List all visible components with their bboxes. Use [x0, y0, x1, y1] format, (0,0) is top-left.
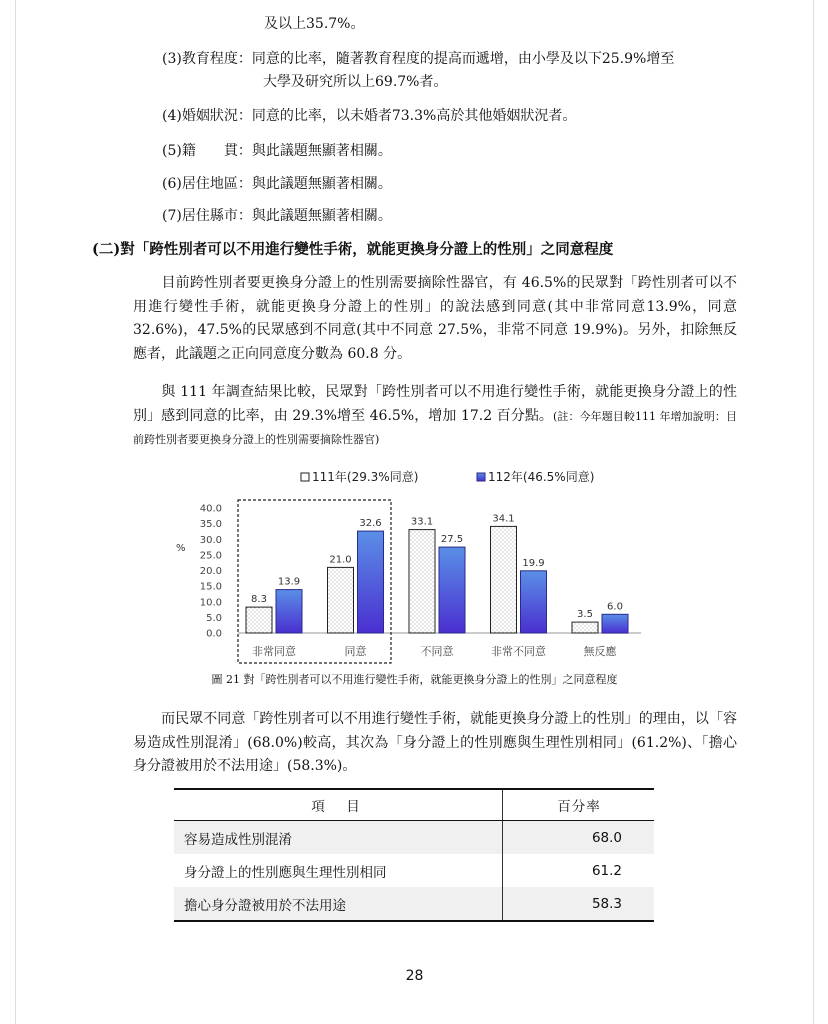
bar-value-label: 19.9 — [522, 557, 545, 569]
x-tick-label: 無反應 — [583, 645, 617, 658]
paragraph-2-note: (註：今年題目較111 年增加說明：目前跨性別者要更換身分證上的性別需要摘除性器官) — [133, 409, 737, 446]
item-text: 同意的比率，以未婚者73.3%高於其他婚姻狀況者。 — [251, 108, 577, 124]
bar-series-111 — [572, 622, 598, 633]
reasons-table — [174, 788, 654, 922]
bar-chart — [16, 465, 813, 665]
list-item-origin — [162, 141, 392, 161]
list-item-marital — [162, 106, 576, 126]
y-axis-ticks — [200, 504, 222, 640]
bar-value-label: 21.0 — [329, 554, 352, 566]
table-row — [174, 854, 654, 887]
row-value: 58.3 — [503, 887, 655, 921]
paragraph-3: 而民眾不同意「跨性別者可以不用進行變性手術，就能更換身分證上的性別」的理由，以「容易造成性別混淆」(68.0%)較高，其次為「身分證上的性別應與生理性別相同」(61.2%)、「擔心身分證被用於不法用途」(58.3%)。 — [133, 711, 737, 774]
bar-value-label: 32.6 — [359, 518, 382, 530]
row-item: 擔心身分證被用於不法用途 — [174, 887, 503, 921]
bar-value-label: 6.0 — [607, 601, 623, 613]
bar-series-112 — [358, 531, 384, 633]
legend-label: 112年(46.5%同意) — [488, 470, 595, 484]
item-text: 同意的比率，隨著教育程度的提高而遞增，由小學及以下25.9%增至 — [251, 51, 675, 67]
x-tick-label: 不同意 — [420, 645, 454, 658]
document-page — [15, 0, 814, 1024]
x-tick-label: 非常不同意 — [491, 645, 546, 658]
bar-value-label: 13.9 — [277, 576, 301, 588]
row-value: 61.2 — [591, 862, 622, 879]
bar-series-111 — [246, 607, 272, 633]
y-tick-label: 40.0 — [199, 503, 222, 515]
x-axis-ticks — [252, 644, 617, 658]
legend-swatch — [301, 473, 309, 481]
list-item-education-cont: 大學及研究所以上69.7%者。 — [263, 74, 448, 90]
list-item-county — [162, 206, 392, 226]
item-text: 與此議題無顯著相關。 — [251, 176, 392, 192]
row-item: 容易造成性別混淆 — [174, 821, 503, 855]
bar-series-112 — [602, 614, 628, 633]
y-tick-label: 25.0 — [199, 550, 222, 562]
item-label: (5)籍 貫： — [162, 143, 252, 159]
bar-value-label: 8.3 — [251, 594, 267, 606]
y-tick-label: 0.0 — [206, 628, 222, 640]
bar-series-111 — [328, 567, 354, 633]
bar-value-label: 27.5 — [440, 534, 464, 546]
section-heading: (二)對「跨性別者可以不用進行變性手術，就能更換身分證上的性別」之同意程度 — [92, 241, 614, 258]
bar-series-112 — [276, 590, 302, 633]
list-item-region — [162, 174, 392, 194]
row-item: 身分證上的性別應與生理性別相同 — [174, 854, 503, 887]
paragraph-2 — [133, 381, 737, 452]
bar-series-112 — [521, 571, 547, 633]
bar-value-label: 33.1 — [410, 516, 434, 528]
chart-legend — [301, 469, 594, 484]
bar-series-111 — [491, 526, 517, 633]
paragraph-2-main: 與 111 年調查結果比較，民眾對「跨性別者可以不用進行變性手術，就能更換身分證上的性別」感到同意的比率，由 29.3%增至 46.5%，增加 17.2 百分點。 — [133, 384, 737, 424]
item-label: (6)居住地區： — [162, 176, 252, 192]
table-header-row — [174, 789, 654, 821]
y-tick-label: 5.0 — [206, 612, 222, 624]
item-text: 與此議題無顯著相關。 — [251, 208, 392, 224]
continued-line: 及以上35.7%。 — [264, 16, 365, 32]
x-tick-label: 非常同意 — [252, 645, 296, 658]
page-number: 28 — [405, 968, 424, 984]
header-percent: 百分率 — [503, 789, 655, 821]
y-tick-label: 15.0 — [199, 581, 222, 593]
table-row — [174, 887, 654, 921]
y-axis-label: % — [176, 543, 186, 554]
legend-label: 111年(29.3%同意) — [312, 470, 419, 484]
row-value: 68.0 — [503, 821, 655, 855]
list-item-education — [162, 49, 674, 69]
figure-caption: 圖 21 對「跨性別者可以不用進行變性手術，就能更換身分證上的性別」之同意程度 — [211, 673, 618, 686]
item-label: (7)居住縣市： — [162, 208, 252, 224]
y-tick-label: 30.0 — [199, 534, 222, 546]
y-tick-label: 20.0 — [199, 566, 222, 577]
y-tick-label: 35.0 — [199, 519, 222, 531]
legend-swatch — [477, 473, 485, 481]
x-tick-label: 同意 — [344, 645, 367, 658]
header-item: 項 目 — [174, 789, 503, 821]
bar-series-112 — [439, 547, 465, 633]
y-tick-label: 10.0 — [199, 597, 222, 609]
bar-value-label: 34.1 — [492, 513, 515, 525]
item-label: (3)教育程度： — [162, 51, 252, 67]
item-label: (4)婚姻狀況： — [162, 108, 252, 124]
bar-series-111 — [409, 530, 435, 633]
table-row — [174, 821, 654, 855]
paragraph-1: 目前跨性別者要更換身分證上的性別需要摘除性器官，有 46.5%的民眾對「跨性別者可以不用進行變性手術，就能更換身分證上的性別」的說法感到同意(其中非常同意13.9%，同意 32.6%)，47.5%的民眾感到不同意(其中不同意 27.5%，非常不同意 19.9%)。另外，扣除無反應者，此議題之正向同意度分數為 60.8 分。 — [133, 275, 737, 362]
bar-value-label: 3.5 — [577, 609, 593, 621]
chart-bars — [246, 513, 628, 633]
item-text: 與此議題無顯著相關。 — [251, 143, 392, 159]
